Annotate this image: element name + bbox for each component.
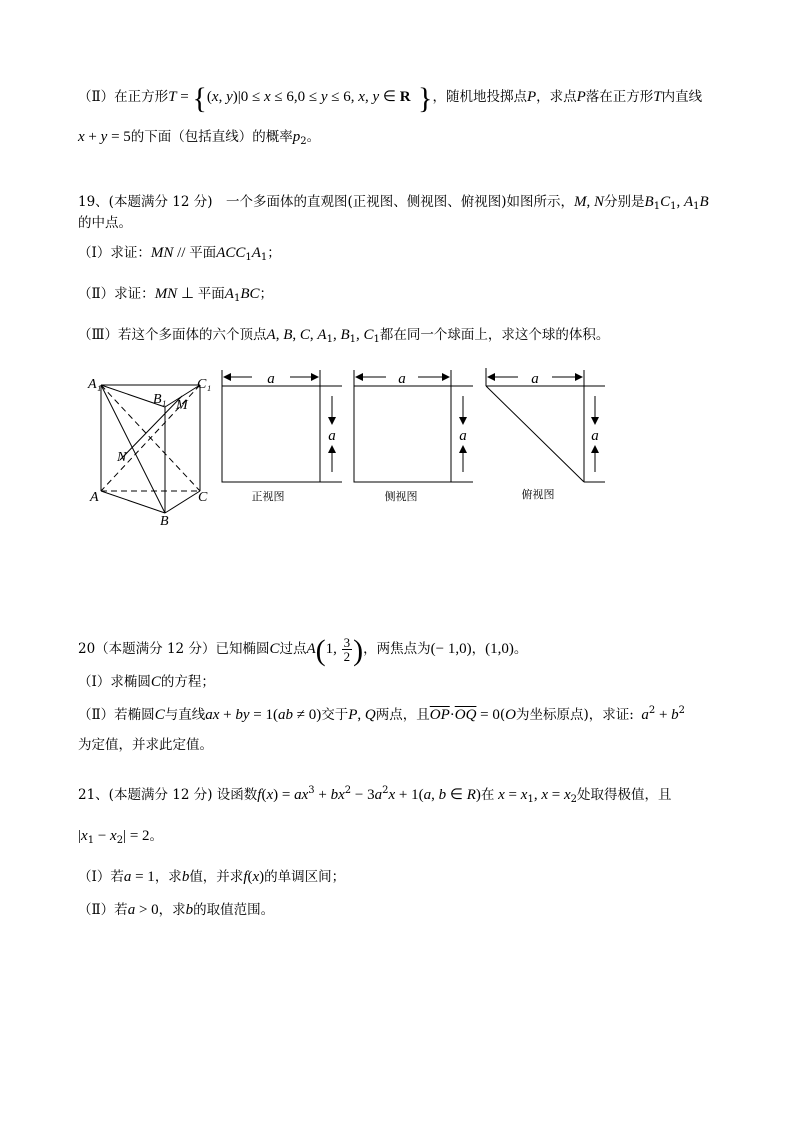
edge-BC bbox=[165, 491, 200, 513]
q20-part2-cont: 为定值，并求此定值。 bbox=[78, 737, 213, 753]
caption-front: 正视图 bbox=[251, 490, 285, 503]
q19-heading: 19、(本题满分 12 分) 一个多面体的直观图(正视图、侧视图、俯视图)如图所示，M, N分别是$B_1C_1$, $A_1B$ bbox=[78, 194, 709, 212]
segment-MN bbox=[120, 396, 182, 460]
q19-part3: （Ⅲ）若这个多面体的六个顶点A, B, C, $A_1$, $B_1$, $C_1$都在同一个球面上，求这个球的体积。 bbox=[78, 327, 610, 345]
front-top-dim: a bbox=[267, 371, 275, 387]
q19-figure bbox=[0, 0, 794, 560]
q19-part1: （Ⅰ）求证：MN // 平面$ACC_1A_1$； bbox=[78, 245, 281, 263]
q21-part2: （Ⅱ）若a > 0，求b的取值范围。 bbox=[78, 902, 275, 918]
label-C: C bbox=[198, 490, 208, 505]
label-A: A bbox=[90, 490, 99, 505]
label-C1: C₁ bbox=[197, 377, 212, 392]
q21-heading: 21、(本题满分 12 分) 设函数$f(x) = ax^3 + bx^2 - 3a^2x + 1(a$, b ∈ R)在 $x = x_1$, $x = x_2$处取得极值，且 bbox=[78, 785, 672, 805]
caption-top: 俯视图 bbox=[521, 488, 555, 501]
q18-part2-line2: x + y = 5的下面（包括直线）的概率$p_2$。 bbox=[78, 129, 321, 147]
q21-part1: （Ⅰ）若a = 1，求b值，并求f(x)的单调区间； bbox=[78, 869, 346, 885]
top-side-dim: a bbox=[591, 428, 599, 444]
q20-part1: （Ⅰ）求椭圆C的方程； bbox=[78, 674, 215, 690]
front-side-dim: a bbox=[328, 428, 336, 444]
side-top-dim: a bbox=[398, 371, 406, 387]
q19-heading-cont: 的中点。 bbox=[78, 215, 132, 231]
front-view bbox=[222, 370, 342, 482]
q20-heading: 20（本题满分 12 分）已知椭圆C过点A(1, $\frac{3}{2}$ )，两焦点为(− 1,0)，(1,0)。 bbox=[78, 634, 528, 667]
side-view bbox=[354, 370, 473, 482]
label-N: N bbox=[117, 450, 127, 465]
label-B1: B₁ bbox=[153, 392, 167, 407]
label-M: M bbox=[176, 398, 188, 413]
q19-part2: （Ⅱ）求证：MN ⊥ 平面$A_1BC$； bbox=[78, 286, 273, 304]
q18-part2-line1: （Ⅱ）在正方形T = {(x, y)|0 ≤ x ≤ 6,0 ≤ y ≤ 6, x, y ∈ R }，随机地投掷点P，求点P落在正方形T内直线 bbox=[78, 82, 703, 115]
q21-condition: $|x_1 - x_2| = 2$。 bbox=[78, 828, 164, 846]
side-side-dim: a bbox=[459, 428, 467, 444]
q20-part2: （Ⅱ）若椭圆C与直线ax + by = 1(ab ≠ 0)交于P, Q两点，且$\overline{OP}\cdot\overline{OQ} = 0(O$为坐标原点)，求证: $a^2 + b^2$ bbox=[78, 705, 686, 723]
top-top-dim: a bbox=[531, 371, 539, 387]
caption-side: 侧视图 bbox=[384, 490, 418, 503]
top-view bbox=[486, 368, 605, 482]
label-A1: A₁ bbox=[88, 377, 102, 392]
label-B: B bbox=[160, 514, 169, 529]
